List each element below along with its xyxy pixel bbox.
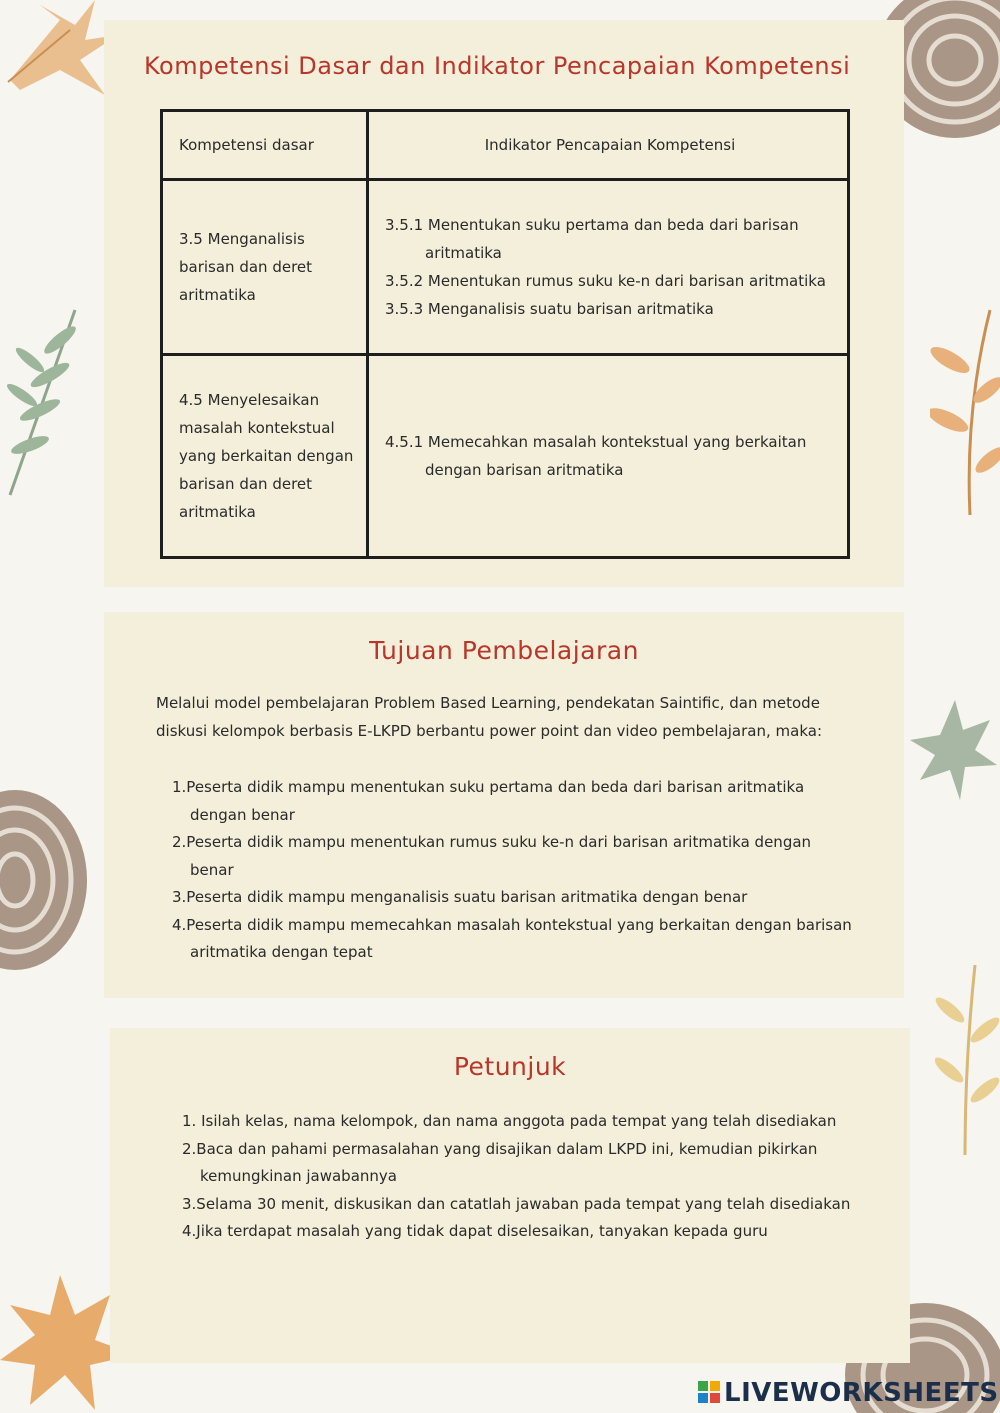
kompetensi-title: Kompetensi Dasar dan Indikator Pencapaian Kompetensi <box>144 52 851 80</box>
table-row <box>162 180 849 355</box>
tujuan-title: Tujuan Pembelajaran <box>369 636 639 665</box>
indicator-cell <box>368 355 849 558</box>
watermark-text: LIVEWORKSHEETS <box>724 1378 999 1408</box>
fern-decoration-left <box>0 300 90 500</box>
leaf-branch-decoration-right-lower <box>935 960 1000 1160</box>
kompetensi-card <box>104 20 904 587</box>
leaf-branch-decoration-right <box>930 300 1000 520</box>
petunjuk-list <box>166 1108 866 1246</box>
header-kompetensi-dasar: Kompetensi dasar <box>162 111 368 180</box>
table-header-row <box>162 111 849 180</box>
leaf-decoration-top-left <box>0 0 120 110</box>
header-indikator: Indikator Pencapaian Kompetensi <box>368 111 849 180</box>
list-item: 3.Peserta didik mampu menganalisis suatu barisan aritmatika dengan benar <box>172 888 748 906</box>
indicator-item: 3.5.3 Menganalisis suatu barisan aritmatika <box>385 300 714 318</box>
table-row <box>162 355 849 558</box>
list-item: 4.Jika terdapat masalah yang tidak dapat diselesaikan, tanyakan kepada guru <box>182 1222 768 1240</box>
list-item: 3.Selama 30 menit, diskusikan dan catatlah jawaban pada tempat yang telah disediakan <box>182 1194 851 1213</box>
indicator-item: 4.5.1 Memecahkan masalah kontekstual yang berkaitan dengan barisan aritmatika <box>385 433 807 479</box>
tujuan-intro: Melalui model pembelajaran Problem Based Learning, pendekatan Saintific, dan metode diskusi kelompok berbasis E-LKPD berbantu power point dan video pembelajaran, maka: <box>156 694 822 740</box>
kd-cell: 4.5 Menyelesaikan masalah kontekstual yang berkaitan dengan barisan dan deret aritmatika <box>162 355 368 558</box>
kd-cell: 3.5 Menganalisis barisan dan deret aritmatika <box>162 180 368 355</box>
liveworksheets-logo[interactable] <box>698 1378 999 1408</box>
list-item: 1.Peserta didik mampu menentukan suku pertama dan beda dari barisan aritmatika dengan benar <box>172 778 805 824</box>
petunjuk-card <box>110 1028 910 1363</box>
kompetensi-table <box>160 109 850 559</box>
wood-slice-decoration-left <box>0 785 90 975</box>
tujuan-card <box>104 612 904 998</box>
list-item: 1. Isilah kelas, nama kelompok, dan nama anggota pada tempat yang telah disediakan <box>182 1112 837 1130</box>
indicator-cell <box>368 180 849 355</box>
indicator-item: 3.5.2 Menentukan rumus suku ke-n dari barisan aritmatika <box>385 272 826 290</box>
list-item: 2.Peserta didik mampu menentukan rumus suku ke-n dari barisan aritmatika dengan benar <box>172 833 812 879</box>
maple-leaf-decoration-right <box>905 695 1000 805</box>
indicator-item: 3.5.1 Menentukan suku pertama dan beda dari barisan aritmatika <box>385 216 799 262</box>
petunjuk-title: Petunjuk <box>453 1052 567 1081</box>
liveworksheets-logo-icon <box>698 1381 720 1403</box>
tujuan-list <box>156 774 856 967</box>
list-item: 4.Peserta didik mampu memecahkan masalah kontekstual yang berkaitan dengan barisan aritmatika dengan tepat <box>172 915 852 961</box>
list-item: 2.Baca dan pahami permasalahan yang disajikan dalam LKPD ini, kemudian pikirkan kemungkinan jawabannya <box>182 1139 818 1185</box>
